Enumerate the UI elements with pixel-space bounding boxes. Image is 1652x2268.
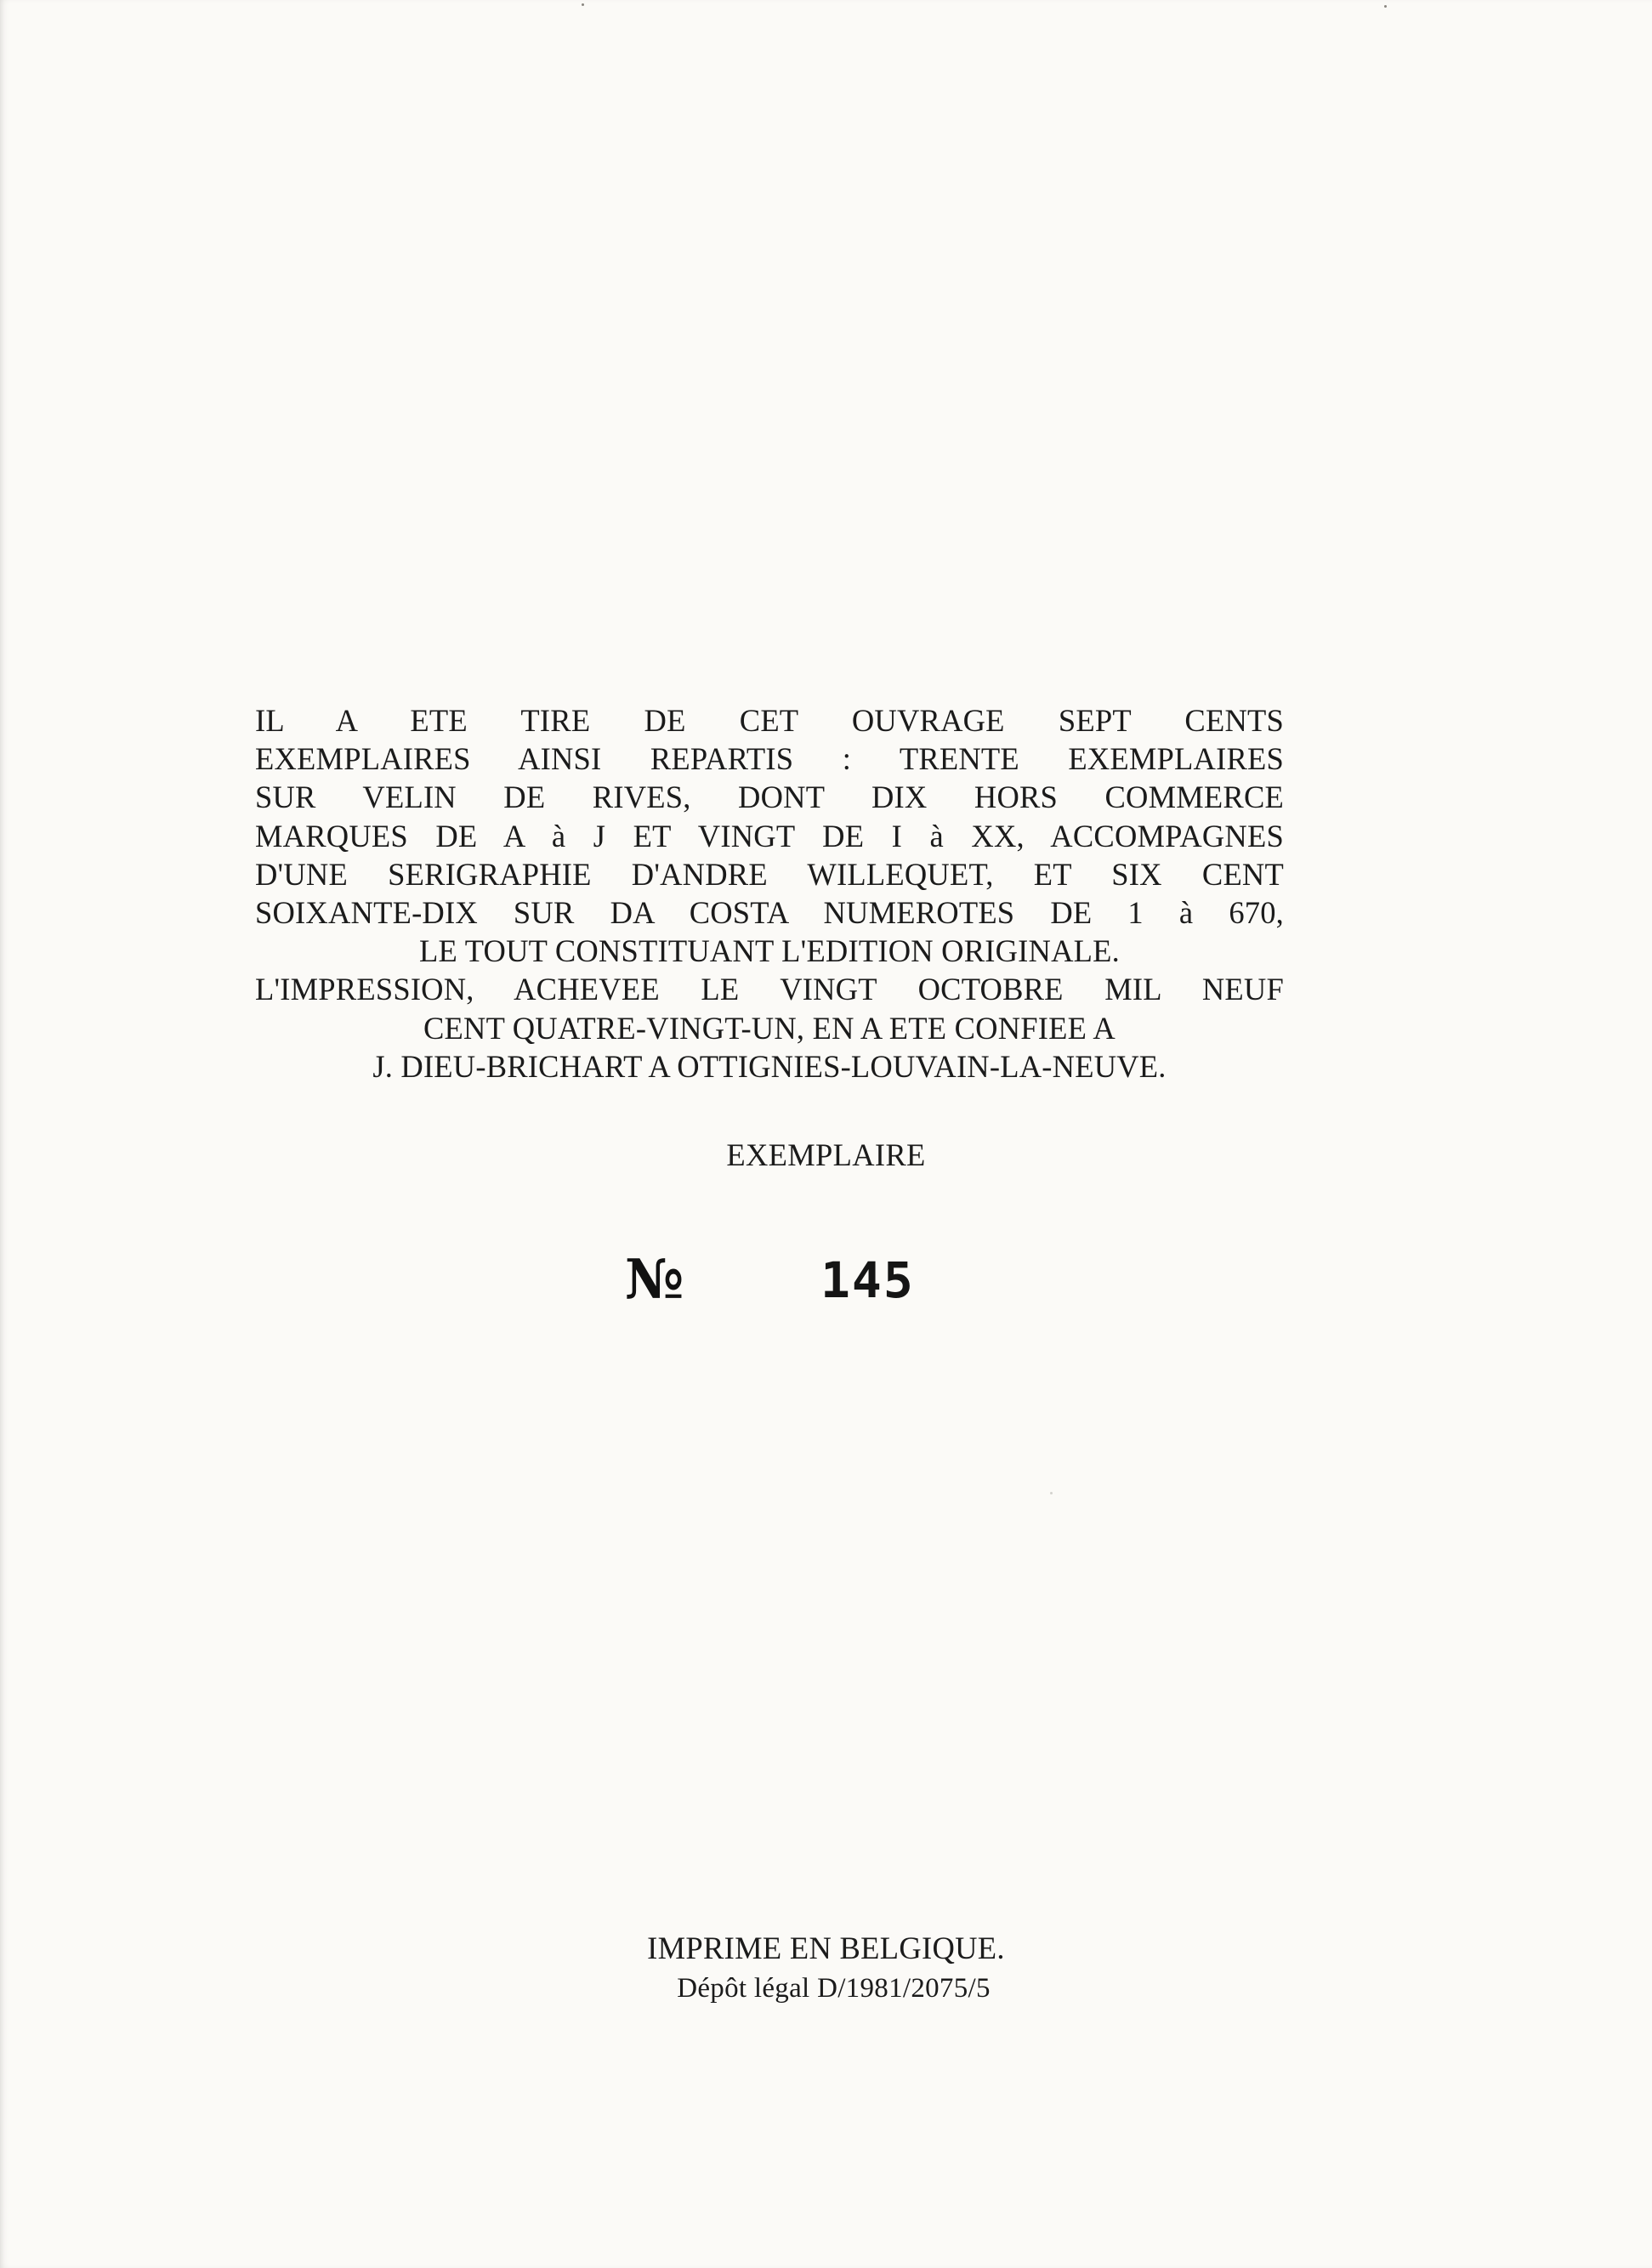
colophon-line: SOIXANTE-DIX SUR DA COSTA NUMEROTES DE 1 à 670, bbox=[255, 895, 1284, 931]
paper-speck bbox=[582, 3, 584, 6]
colophon-line: CENT QUATRE-VINGT-UN, EN A ETE CONFIEE A bbox=[423, 1010, 1116, 1046]
copy-number-row bbox=[625, 1246, 965, 1314]
numero-sign: № bbox=[625, 1248, 684, 1312]
paper-speck bbox=[1384, 5, 1387, 8]
exemplaire-label: EXEMPLAIRE bbox=[726, 1137, 926, 1172]
colophon-line: LE TOUT CONSTITUANT L'EDITION ORIGINALE. bbox=[419, 933, 1120, 969]
colophon-line: J. DIEU-BRICHART A OTTIGNIES-LOUVAIN-LA-NEUVE. bbox=[372, 1048, 1167, 1084]
imprint-block bbox=[0, 1928, 1652, 2008]
colophon-text bbox=[255, 701, 1284, 1086]
printed-in-country: IMPRIME EN BELGIQUE. bbox=[647, 1931, 1005, 1965]
paper-speck bbox=[1050, 1492, 1053, 1494]
colophon-line: EXEMPLAIRES AINSI REPARTIS : TRENTE EXEMPLAIRES bbox=[255, 741, 1284, 777]
colophon-line: MARQUES DE A à J ET VINGT DE I à XX, ACCOMPAGNES bbox=[255, 818, 1284, 853]
copy-number: 145 bbox=[820, 1251, 915, 1309]
legal-deposit: Dépôt légal D/1981/2075/5 bbox=[677, 1973, 991, 2004]
colophon-line: IL A ETE TIRE DE CET OUVRAGE SEPT CENTS bbox=[255, 703, 1284, 738]
colophon-line: D'UNE SERIGRAPHIE D'ANDRE WILLEQUET, ET SIX CENT bbox=[255, 856, 1284, 892]
colophon-line: SUR VELIN DE RIVES, DONT DIX HORS COMMERCE bbox=[255, 780, 1284, 815]
colophon-line: L'IMPRESSION, ACHEVEE LE VINGT OCTOBRE MIL NEUF bbox=[255, 972, 1284, 1007]
